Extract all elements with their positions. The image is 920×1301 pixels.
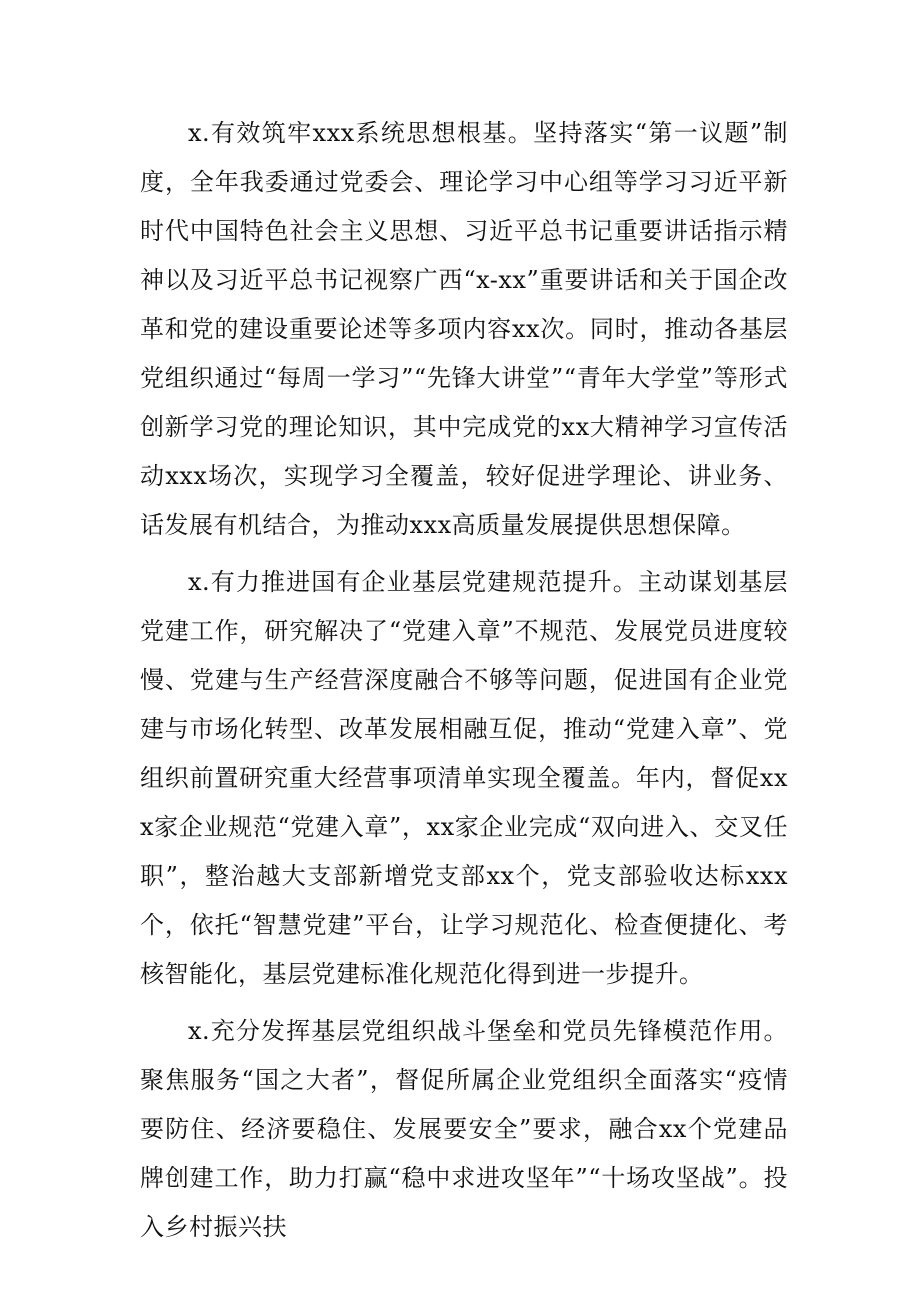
document-body xyxy=(140,109,788,1252)
paragraph-party-building-standard: x.有力推进国有企业基层党建规范提升。主动谋划基层党建工作，研究解决了“党建入章”不规范、发展党员进度较慢、党建与生产经营深度融合不够等问题，促进国有企业党建与市场化转型、改革发展相融互促，推动“党建入章”、党组织前置研究重大经营事项清单实现全覆盖。年内，督促xxx家企业规范“党建入章”，xx家企业完成“双向进入、交叉任职”，整治越大支部新增党支部xx个，党支部验收达标xxx个，依托“智慧党建”平台，让学习规范化、检查便捷化、考核智能化，基层党建标准化规范化得到进一步提升。 xyxy=(140,568,788,988)
paragraph-ideology-foundation: x.有效筑牢xxx系统思想根基。坚持落实“第一议题”制度，全年我委通过党委会、理论学习中心组等学习习近平新时代中国特色社会主义思想、习近平总书记重要讲话指示精神以及习近平总书记视察广西“x-xx”重要讲话和关于国企改革和党的建设重要论述等多项内容xx次。同时，推动各基层党组织通过“每周一学习”“先锋大讲堂”“青年大学堂”等形式创新学习党的理论知识，其中完成党的xx大精神学习宣传活动xxx场次，实现学习全覆盖，较好促进学理论、讲业务、话发展有机结合，为推动xxx高质量发展提供思想保障。 xyxy=(140,119,788,539)
paragraph-grassroots-role: x.充分发挥基层党组织战斗堡垒和党员先锋模范作用。聚焦服务“国之大者”，督促所属企业党组织全面落实“疫情要防住、经济要稳住、发展要安全”要求，融合xx个党建品牌创建工作，助力打赢“稳中求进攻坚年”“十场攻坚战”。投入乡村振兴扶 xyxy=(140,1017,788,1241)
